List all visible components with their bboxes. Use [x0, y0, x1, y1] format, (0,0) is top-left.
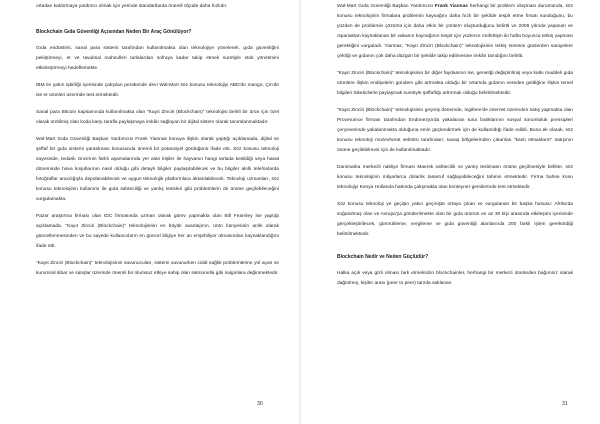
paragraph: Halka açık veya gizli olması fark etmeksizin blockchainler, herhangi bir merkezi otoriteden bağımsız olarak dağıtılmış, kişiler arası (peer to peer) tarzda saklanan [337, 271, 573, 286]
page-30 [0, 0, 299, 424]
page-number: 30 [257, 401, 263, 407]
right-column [337, 2, 573, 296]
person-name: Frank Yiannas [434, 4, 468, 9]
paragraph [337, 2, 573, 62]
paragraph-lead: Wal-Mart Gıda Güvenliği Başkan Yardımcısı [337, 4, 435, 9]
paragraph: "Kayıt Zinciri (Blockchain)" teknolojisinin savunucuları, sistemi savunurken ciddi sağlık problemlerine yol açan ve kurumsal itibar ve satışlar üzerinde önemli bir olumsuz etkiye sahip olan salmonella gibi salgınlara değinmektedir. [36, 261, 279, 276]
left-column [36, 2, 279, 286]
paragraph: "Kayıt Zinciri (Blockchain)" teknolojisinin bir diğer faydasının ise, genetiği değiştirilmiş veya katkı maddeli gıda ürünlere ilişkin endişelerin gündem gibi artmakta olduğu bir ortamda gıdanın nereden geldiğine ilişkin temel bilgileri tüketicilerle paylaşmak suretiyle şeffaflığı arttırmak olduğu belirtilmektedir. [337, 71, 573, 96]
paragraph: IBM ile yakın işbirliği içerisinde çalışılan perakende devi Wal-Mart söz konusu teknolojiyi ABD'de mango, Çin'de ise et ürünleri üzerinde test etmektedir. [36, 83, 279, 98]
section-heading: Blockchain Gıda Güvenliği Açısından Neden Bir Araç Gönülüyor? [36, 29, 192, 35]
paragraph-rest: herhangi bir problem oluşması durumunda, söz konusu teknolojinin firmalara problemin kaynağını daha hızlı bir şekilde tespit etme fırsatı sunduğunu, bu yüzden de problemin çözümü için daha etkin bir yöntem oluşturduğunu belirtti ve 2006 yılında yaşanan ve ıspanaktan kaynaklanan bir vakanın kaynağının tespit için yüzlerce müfettişin iki hafta boyunca tetkiş yapması gerektiğini vurguladı. Yiannas, "Kayıt Zinciri (Blockchain)" teknolojisinin tetkiş süresini günlerden saniyelere çektiği ve gıdanın çok daha düzgün bir şekilde takip edilmesine imkân tanıdığını belirtti. [337, 4, 573, 59]
paragraph: Söz konusu teknoloji ye geçişin yakın geçmişte ortaya çıkan ve vurgulanan bir başka hususu: Afrika'da soğutulmuş olan ve Avrupa'ya gönderilmekte olan bir gıda ürünün en az 30 kişi arasında etkileşimi içerisinde gerçekleştirilecek, gümrükleme, vergileme ve gıda güvenliği alanlarında 200 farklı işlem gerektirdiği belirtilmektedir. [337, 202, 573, 237]
paragraph: Sanal para Bitcoin kapsamında kullanılmakta olan "Kayıt Zinciri (Blockchain)" teknolojisi belirli bir ürün için özel olarak üretilmiş olan koda karşı tarafla paylaşmaya imkân sağlayan bir dijital sistem olarak tanımlanmaktadır. [36, 110, 279, 125]
paragraph: Wal-Mart Gıda Güvenliği Başkan Yardımcısı Frank Yiannas konuya ilişkin olarak yaptığı açıklamada, dijital ve şeffaf bir gıda sistemi yaratılması konusunda önemli bir potansiyel gördüğünü ifade etti. Söz konusu teknoloji sayesinde, tedarik zincirinin farklı aşamalarında yer alan kişiler ile hayvanın hangi tarlada kesildiği veya hasat döneminde hava koşullarının nasıl olduğu gibi detaylı bilgiler paylaşılabilecek ve bu bilgiler akıllı telefonlarda fotoğraflar aracılığıyla depolanabilecek ve uygun teknolojik platformlara aktarılabilecek. Teknoloji uzmanları, söz konusu teknolojinin kullanımı ile gıda sahteciliği ve yanlış tesisleri gibi problemlerin de önüne geçilebileceğini vurgulamakta. [36, 137, 279, 202]
section-heading: Blockchain Nedir ve Neden Güçlüdür? [337, 254, 429, 260]
page-31 [301, 0, 600, 424]
page-number: 31 [562, 401, 568, 407]
paragraph: Danimarka merkezli nakliye firması Maersk sahtecilik ve yanlış teslimatın önüne geçilmesiyle birlikte, söz konusu teknolojinin milyarlarca dolarlık tasarruf sağlayabileceğini tahmin etmektedir. Firma bahse konu teknolojiyi Kenya Hollanda hattında çalışmakta olan konteyner gemilerinde test etmektedir. [337, 165, 573, 190]
paragraph: "Kayıt Zinciri (Blockchain)" teknolojisinin geçmiş dönemde, İngiltere'de internet üzerinden satış yapmakta olan Provenance firması tarafından Endonezya'da yakalanan tuna balıklarının sosyal sorumluluk prensipleri çerçevesinde yakalanmakta olduğuna emin güçlendirmek için de kullanıldığı ifade edildi. Buna ek olarak, söz konusu teknoloji müzevherat sektörü tarafından; savaş bölgelerinden çıkarılan "kanlı elmasların" satışının önüne geçilebilmesi için de kullanılmaktadır. [337, 108, 573, 153]
paragraph: Gıda endüstrisi, sanal para sistemi tarafından kullanılmakta olan teknolojiye yönelerek, gıda güvenliğini pekiştirmeyi, et ve tavuksal mahsulleri tarlalardan sofraya kadar takip etmek suretiyle stok yönetimini etkinleştirmeyi hedeflemekte. [36, 46, 279, 71]
paragraph: Pazar araştırma firması olan IDC firmasında uzman olarak görev yapmakta olan Bill Fearnley ise yaptığı açıklamada, "Kayıt Zinciri (Blockchain)" teknolojisinin en büyük avantajının, ürün künyesinin anlık olarak güncellenmesinden ve bu sayede kullanıcıların en güncel bilgiye her an erişebiliyor olmasından kaynaklandığını ifade etti. [36, 214, 279, 249]
paragraph: ortadan kaldırmaya yardımcı olmak için yerinde standartlarda önemli ölçüde daha hızlıdır. [36, 4, 228, 9]
